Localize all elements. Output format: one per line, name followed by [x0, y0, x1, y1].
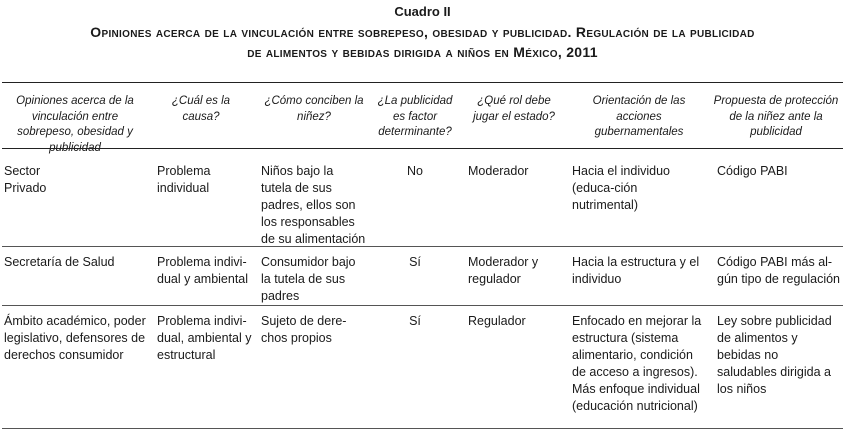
header-rol: ¿Qué rol debe jugar el estado? [473, 95, 555, 123]
table-bottom-rule [2, 428, 843, 429]
row1-orientacion: Hacia el individuo (educa-ción nutrimental) [572, 164, 670, 212]
header-bottom-rule [2, 148, 843, 149]
table-title [0, 22, 845, 62]
header-opiniones: Opiniones acerca de la vinculación entre sobrepeso, obesidad y publicidad [16, 95, 134, 154]
row1-causa: Problema individual [157, 164, 211, 195]
row2-ninez: Consumidor bajo la tutela de sus padres [261, 255, 356, 303]
row1-actor: Sector Privado [4, 164, 47, 195]
row-divider-2 [2, 305, 843, 306]
row1-propuesta: Código PABI [717, 164, 788, 178]
row2-publicidad: Sí [409, 255, 421, 269]
row2-causa: Problema indivi-dual y ambiental [157, 255, 249, 286]
table-title-line-2: de alimentos y bebidas dirigida a niños en México, 2011 [247, 44, 598, 60]
row1-rol: Moderador [468, 164, 529, 178]
table-title-line-1: Opiniones acerca de la vinculación entre sobrepeso, obesidad y publicidad. Regulación de la publicidad [90, 24, 755, 40]
row3-causa: Problema indivi-dual, ambiental y estructural [157, 314, 252, 362]
row-divider-1 [2, 246, 843, 247]
row3-publicidad: Sí [409, 314, 421, 328]
header-publicidad: ¿La publicidad es factor determinante? [377, 95, 453, 138]
header-causa: ¿Cuál es la causa? [171, 95, 231, 123]
row3-propuesta: Ley sobre publicidad de alimentos y bebidas no saludables dirigida a los niños [717, 314, 832, 396]
row3-orientacion: Enfocado en mejorar la estructura (sistema alimentario, condición de acceso a ingresos). Más enfoque individual (educación nutricional) [572, 314, 702, 413]
row3-actor: Ámbito académico, poder legislativo, defensores de derechos consumidor [4, 314, 146, 362]
header-ninez: ¿Cómo conciben la niñez? [264, 95, 364, 123]
row1-ninez: Niños bajo la tutela de sus padres, ellos son los responsables de su alimentación [261, 164, 366, 246]
row3-ninez: Sujeto de dere-chos propios [261, 314, 347, 345]
row1-publicidad: No [407, 164, 423, 178]
header-orientacion: Orientación de las acciones gubernamentales [592, 95, 686, 138]
row2-propuesta: Código PABI más al-gún tipo de regulación [717, 255, 841, 286]
header-propuesta: Propuesta de protección de la niñez ante la publicidad [713, 95, 839, 138]
table-caption: Cuadro II [394, 4, 451, 19]
row3-rol: Regulador [468, 314, 526, 328]
row2-orientacion: Hacia la estructura y el individuo [572, 255, 700, 286]
header-top-rule [2, 82, 843, 83]
row2-actor: Secretaría de Salud [4, 255, 115, 269]
row2-rol: Moderador y regulador [468, 255, 539, 286]
